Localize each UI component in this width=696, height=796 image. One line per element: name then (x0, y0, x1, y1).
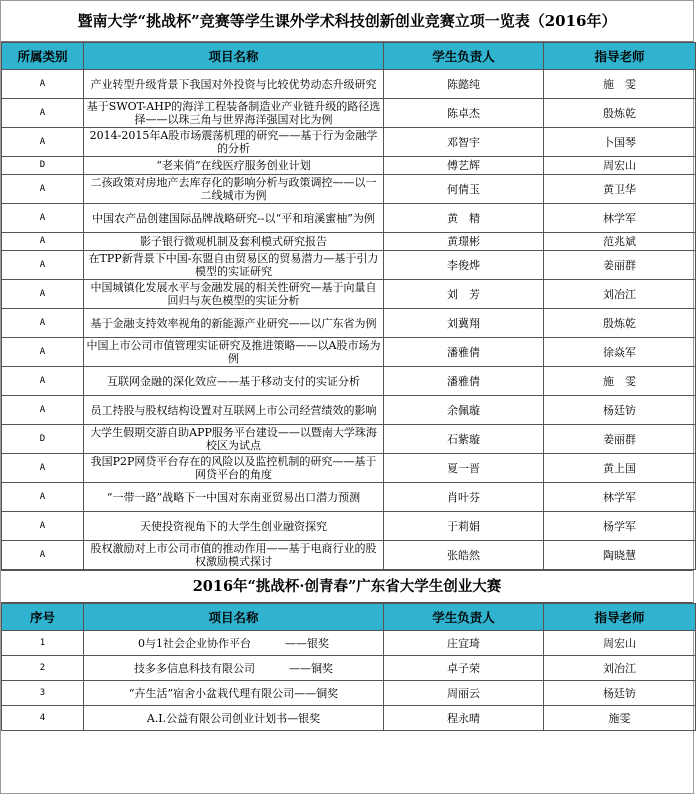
table-row (2, 128, 696, 157)
table-row (2, 541, 696, 570)
table-row (2, 631, 696, 656)
table-row (2, 681, 696, 706)
category-cell: D (2, 425, 84, 454)
teacher-cell: 林学军 (544, 483, 696, 512)
teacher-cell: 杨学军 (544, 512, 696, 541)
student-cell: 潘雅倩 (384, 338, 544, 367)
student-cell: 何倩玉 (384, 175, 544, 204)
table-row (2, 706, 696, 731)
student-cell: 张皓然 (384, 541, 544, 570)
category-cell: A (2, 233, 84, 251)
project-name-cell (84, 681, 384, 706)
project-name-cell: 大学生假期交游自助APP服务平台建设——以暨南大学珠海校区为试点 (84, 425, 384, 454)
award-text: ——铜奖 (294, 686, 339, 700)
teacher-cell: 陶晓慧 (544, 541, 696, 570)
project-name-cell: 基于SWOT-AHP的海洋工程装备制造业产业链升级的路径选择——以珠三角与世界海洋强国对比为例 (84, 99, 384, 128)
teacher-cell: 徐焱军 (544, 338, 696, 367)
teacher-cell: 范兆斌 (544, 233, 696, 251)
table-row (2, 99, 696, 128)
number-cell: 4 (2, 706, 84, 731)
project-name-cell: “老来俏”在线医疗服务创业计划 (84, 157, 384, 175)
category-cell: A (2, 541, 84, 570)
project-name-cell: 2014-2015年A股市场震荡机理的研究——基于行为金融学的分析 (84, 128, 384, 157)
section-title: 2016年“挑战杯·创青春”广东省大学生创业大赛 (1, 570, 693, 603)
student-cell: 李俊烨 (384, 251, 544, 280)
project-name-text: “卉生活”宿舍小盆栽代理有限公司 (128, 686, 295, 700)
project-name-cell (84, 656, 384, 681)
award-text: ——铜奖 (289, 661, 333, 675)
teacher-cell: 施 雯 (544, 70, 696, 99)
table-row (2, 70, 696, 99)
table-row (2, 396, 696, 425)
table-row (2, 309, 696, 338)
project-name-cell: 在TPP新背景下中国-东盟自由贸易区的贸易潜力—基于引力模型的实证研究 (84, 251, 384, 280)
teacher-cell: 殷炼乾 (544, 309, 696, 338)
category-cell: A (2, 128, 84, 157)
project-name-cell: 员工持股与股权结构设置对互联网上市公司经营绩效的影响 (84, 396, 384, 425)
teacher-cell: 姜丽群 (544, 425, 696, 454)
header-project-name: 项目名称 (84, 604, 384, 631)
category-cell: A (2, 309, 84, 338)
category-cell: A (2, 396, 84, 425)
student-cell: 卓子荣 (384, 656, 544, 681)
category-cell: A (2, 251, 84, 280)
student-cell: 石紫璇 (384, 425, 544, 454)
award-text: —银奖 (287, 711, 321, 725)
project-name-cell (84, 631, 384, 656)
teacher-cell: 黄卫华 (544, 175, 696, 204)
table-row (2, 251, 696, 280)
teacher-cell: 周宏山 (544, 157, 696, 175)
teacher-cell: 周宏山 (544, 631, 696, 656)
teacher-cell: 杨廷钫 (544, 681, 696, 706)
teacher-cell: 姜丽群 (544, 251, 696, 280)
table-row (2, 512, 696, 541)
page-title: 暨南大学“挑战杯”竞赛等学生课外学术科技创新创业竞赛立项一览表（2016年） (1, 1, 693, 42)
project-name-cell: “一带一路”战略下一中国对东南亚贸易出口潜力预测 (84, 483, 384, 512)
project-name-text: A.I.公益有限公司创业计划书 (146, 711, 288, 725)
table-row (2, 175, 696, 204)
student-cell: 陈卓杰 (384, 99, 544, 128)
student-cell: 潘雅倩 (384, 367, 544, 396)
table-row (2, 204, 696, 233)
project-name-cell: 影子银行微观机制及套利模式研究报告 (84, 233, 384, 251)
header-number: 序号 (2, 604, 84, 631)
table-row (2, 280, 696, 309)
teacher-cell: 黄上国 (544, 454, 696, 483)
number-cell: 3 (2, 681, 84, 706)
table-row (2, 483, 696, 512)
student-cell: 刘 芳 (384, 280, 544, 309)
project-name-cell: 中国农产品创建国际品牌战略研究--以“平和琯溪蜜柚”为例 (84, 204, 384, 233)
category-cell: A (2, 454, 84, 483)
project-name-cell: 中国上市公司市值管理实证研究及推进策略——以A股市场为例 (84, 338, 384, 367)
student-cell: 肖叶芬 (384, 483, 544, 512)
student-cell: 黄 精 (384, 204, 544, 233)
table-row (2, 425, 696, 454)
header-category: 所属类别 (2, 43, 84, 70)
teacher-cell: 杨廷钫 (544, 396, 696, 425)
header-project-name: 项目名称 (84, 43, 384, 70)
project-name-cell: 互联网金融的深化效应——基于移动支付的实证分析 (84, 367, 384, 396)
category-cell: A (2, 99, 84, 128)
category-cell: A (2, 280, 84, 309)
table-row (2, 367, 696, 396)
project-name-cell: 基于金融支持效率视角的新能源产业研究——以广东省为例 (84, 309, 384, 338)
category-cell: A (2, 367, 84, 396)
award-text: ——银奖 (285, 636, 329, 650)
teacher-cell: 施雯 (544, 706, 696, 731)
header-student: 学生负责人 (384, 43, 544, 70)
student-cell: 黄璟彬 (384, 233, 544, 251)
student-cell: 庄宜琦 (384, 631, 544, 656)
student-cell: 程永晴 (384, 706, 544, 731)
number-cell: 2 (2, 656, 84, 681)
student-cell: 夏一晋 (384, 454, 544, 483)
teacher-cell: 施 雯 (544, 367, 696, 396)
table-header-row (2, 43, 696, 70)
project-name-text: 0与1社会企业协作平台 (138, 636, 251, 650)
category-cell: A (2, 204, 84, 233)
header-student: 学生负责人 (384, 604, 544, 631)
category-cell: A (2, 338, 84, 367)
table-row (2, 656, 696, 681)
teacher-cell: 林学军 (544, 204, 696, 233)
category-cell: D (2, 157, 84, 175)
header-teacher: 指导老师 (544, 604, 696, 631)
student-cell: 余佩璇 (384, 396, 544, 425)
student-cell: 邓智宇 (384, 128, 544, 157)
teacher-cell: 殷炼乾 (544, 99, 696, 128)
student-cell: 傅艺辉 (384, 157, 544, 175)
project-name-cell: 股权激励对上市公司市值的推动作用——基于电商行业的股权激励模式探讨 (84, 541, 384, 570)
table-row (2, 233, 696, 251)
project-name-cell (84, 706, 384, 731)
teacher-cell: 卜国琴 (544, 128, 696, 157)
student-cell: 陈懿纯 (384, 70, 544, 99)
table-row (2, 338, 696, 367)
project-name-cell: 我国P2P网贷平台存在的风险以及监控机制的研究——基于网贷平台的角度 (84, 454, 384, 483)
project-name-cell: 二孩政策对房地产去库存化的影响分析与政策调控——以一二线城市为例 (84, 175, 384, 204)
category-cell: A (2, 512, 84, 541)
category-cell: A (2, 175, 84, 204)
table-row (2, 454, 696, 483)
student-cell: 周丽云 (384, 681, 544, 706)
teacher-cell: 刘冶江 (544, 280, 696, 309)
category-cell: A (2, 483, 84, 512)
project-name-text: 技多多信息科技有限公司 (134, 661, 255, 675)
teacher-cell: 刘冶江 (544, 656, 696, 681)
header-teacher: 指导老师 (544, 43, 696, 70)
project-name-cell: 中国城镇化发展水平与金融发展的相关性研究—基于向量自回归与灰色模型的实证分析 (84, 280, 384, 309)
category-cell: A (2, 70, 84, 99)
competition-table (1, 603, 696, 731)
project-name-cell: 产业转型升级背景下我国对外投资与比较优势动态升级研究 (84, 70, 384, 99)
table-header-row (2, 604, 696, 631)
number-cell: 1 (2, 631, 84, 656)
project-table (1, 42, 696, 570)
table-row (2, 157, 696, 175)
student-cell: 于莉娟 (384, 512, 544, 541)
project-name-cell: 天使投资视角下的大学生创业融资探究 (84, 512, 384, 541)
student-cell: 刘冀翔 (384, 309, 544, 338)
